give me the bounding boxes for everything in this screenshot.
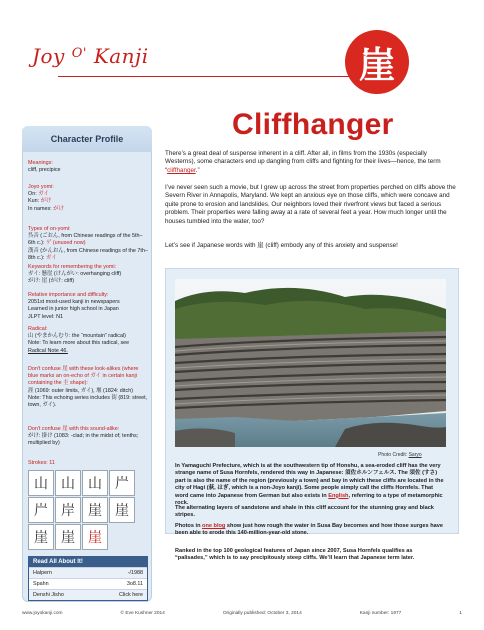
footer-site[interactable]: www.joyokanji.com xyxy=(22,611,63,616)
types-1-value: ゲ (unused now) xyxy=(45,240,86,247)
stroke-order-grid xyxy=(28,470,146,551)
logo-main: Joy xyxy=(32,44,65,68)
photo-credit xyxy=(378,452,422,458)
stroke-box: 崖 xyxy=(109,497,135,523)
radical-1: 山 (やまかんむり: the “mountain” radical) xyxy=(28,333,126,340)
english-link[interactable]: English xyxy=(328,492,349,499)
denshi-jisho-link[interactable]: Click here xyxy=(119,592,143,598)
caption-3b: show just how rough the water in Susa Bay becomes and how those surges have been able to erode this 140-million-year-old stone. xyxy=(175,523,443,537)
reference-row xyxy=(29,567,147,578)
importance-section xyxy=(28,292,148,321)
meanings-section xyxy=(28,160,148,174)
lookalike-label: Don't confuse 崖 with these look-alikes (where blue marks an on-echo of ガイ in certain kanji containing the 圭 shape): xyxy=(28,366,139,387)
types-section xyxy=(28,226,148,262)
reference-row xyxy=(29,589,147,600)
radical-section xyxy=(28,326,148,355)
credit-link[interactable]: Saryo xyxy=(408,452,422,458)
importance-1: 2051st most-used kanji in newspapers xyxy=(28,299,120,306)
names-label: In names: xyxy=(28,205,52,212)
types-1: 呉音 (ごおん, from Chinese readings of the 5th–6th c.): xyxy=(28,233,143,247)
logo-o: O' xyxy=(71,46,87,61)
reference-row xyxy=(29,578,147,589)
stroke-box: 崖 xyxy=(55,524,81,550)
meanings-value: cliff, precipice xyxy=(28,167,61,174)
on-value: ガイ xyxy=(38,191,49,198)
soundalike-section xyxy=(28,426,148,448)
keywords-label: Keywords for remembering the yomi: xyxy=(28,264,117,270)
reference-name: Halpern xyxy=(33,570,52,576)
importance-label: Relative importance and difficulty: xyxy=(28,292,109,298)
stroke-box-final: 崖 xyxy=(82,524,108,550)
page-title: Cliffhanger xyxy=(232,108,394,141)
caption-paragraph-3 xyxy=(175,523,446,538)
cliff-photo xyxy=(175,279,446,447)
one-blog-link[interactable]: one blog xyxy=(202,523,226,529)
reference-value: 3o8.11 xyxy=(126,581,143,587)
meanings-label: Meanings: xyxy=(28,160,53,166)
stroke-box: 山 xyxy=(28,470,54,496)
caption-3a: Photos in xyxy=(175,523,201,529)
radical-2: Note: To learn more about this radical, see xyxy=(28,340,130,347)
intro-end: .” xyxy=(195,166,200,174)
lookalike-2: Note: This echoing series includes 街 (819: street, town, ガイ). xyxy=(28,394,148,409)
caption-paragraph-1 xyxy=(175,463,446,507)
reference-name: Denshi Jisho xyxy=(33,592,64,598)
intro-paragraph xyxy=(165,150,457,175)
stroke-box: 崖 xyxy=(82,497,108,523)
caption-1-text: In Yamaguchi Prefecture, which is at the southwestern tip of Honshu, a sea-eroded cliff has the very strange name of Susa Hornfels, rendered this way in Japanese: 須佐ホルンフェルス. The 須佐 (すさ) part is also the name of the region (previously a town) and bay in which these cliffs are located in the city of Hagi (萩, はぎ, which is a non-Joyo kanji). Some people simply call the cliffs Hornfels. That word came into Japanese from German but also exists in xyxy=(175,463,444,499)
stroke-box: 岸 xyxy=(55,497,81,523)
cliffhanger-link[interactable]: cliffhanger xyxy=(167,166,196,174)
soundalike-1: がけ: 掛け (1083: -clad; in the midst of; tenths; multiplied by) xyxy=(28,433,139,447)
logo xyxy=(32,44,149,68)
caption-paragraph-2: The alternating layers of sandstone and shale in this cliff account for the stunning gray and black stripes. xyxy=(175,505,434,519)
page-footer xyxy=(22,611,462,616)
reference-value: -/1988 xyxy=(127,570,143,576)
types-2-value: ガイ xyxy=(45,254,57,261)
stroke-box: 屵 xyxy=(109,470,135,496)
intro-text: There’s a great deal of suspense inherent in a cliff. After all, in films from the 1930s (especially Westerns), some characters end up dangling from cliffs and fighting for their lives—hence, the term “ xyxy=(165,150,441,174)
footer-page-number: 1 xyxy=(459,611,462,616)
logo-end: Kanji xyxy=(93,44,149,68)
radical-label: Radical: xyxy=(28,326,48,332)
footer-published: Originally published: October 3, 2014 xyxy=(222,611,302,616)
reference-name: Spahn xyxy=(33,581,49,587)
importance-3: JLPT level: N1 xyxy=(28,313,63,320)
keyword-2: がけ: 崖 (がけ: cliff) xyxy=(28,278,75,285)
stroke-box: 崖 xyxy=(28,524,54,550)
read-all-heading: Read All About It! xyxy=(29,557,147,567)
keyword-1: ガイ: 懸崖 (けんがい: overhanging cliff) xyxy=(28,271,122,278)
strokes-label: Strokes: 11 xyxy=(28,460,55,466)
credit-prefix: Photo Credit: xyxy=(378,452,408,458)
stroke-box: 屵 xyxy=(28,497,54,523)
header-rule xyxy=(58,76,366,77)
lets-see-paragraph: Let’s see if Japanese words with 崖 (cliff) embody any of this anxiety and suspense! xyxy=(165,242,398,249)
stroke-box: 山 xyxy=(82,470,108,496)
footer-copyright: © Eve Kushner 2014 xyxy=(120,611,165,616)
footer-kanji-number: Kanji number: 1977 xyxy=(359,611,402,616)
types-label: Types of on-yomi: xyxy=(28,226,71,232)
read-all-about-it-table xyxy=(28,556,148,601)
kanji-badge xyxy=(345,30,409,94)
types-2: 漢音 (かんおん, from Chinese readings of the 7th–8th c.): xyxy=(28,247,148,261)
radical-note-link[interactable]: Radical Note 46. xyxy=(28,347,68,354)
severn-paragraph: I’ve never seen such a movie, but I grew up across the street from properties perched on cliffs above the Severn River in Annapolis, Maryland. We kept an anxious eye on those cliffs, which were concave and quite prone to erosion and landslides. Our neighbors loved their riverfront views but faced a serious problem. Their properties were falling away at a rate of several feet a year. How much longer until the houses tumbled into the water, too? xyxy=(165,184,456,225)
cliff-illustration xyxy=(175,279,446,447)
kun-label: Kun: xyxy=(28,198,40,205)
keywords-section xyxy=(28,264,148,286)
character-profile-heading: Character Profile xyxy=(22,126,152,152)
kun-value: がけ xyxy=(40,198,52,205)
joyo-label: Joyo yomi: xyxy=(28,184,54,190)
caption-1-end: , referring to a type of metamorphic rock. xyxy=(175,492,443,507)
lookalike-section xyxy=(28,366,148,409)
lookalike-1: 涯 (1069: outer limits, ガイ), 堰 (1824: ditch) xyxy=(28,387,133,394)
names-value: がけ xyxy=(53,205,64,212)
importance-2: Learned in junior high school in Japan xyxy=(28,306,119,313)
on-label: On: xyxy=(28,191,37,198)
kanji-character: 崖 xyxy=(358,44,395,86)
joyo-yomi-section xyxy=(28,184,148,213)
stroke-box: 山 xyxy=(55,470,81,496)
caption-paragraph-4: Ranked in the top 100 geological features of Japan since 2007, Susa Hornfels qualifies as “palisades,” which is to say precipitously steep cliffs. We’ll learn that Japanese term later. xyxy=(175,548,415,562)
strokes-label-wrap xyxy=(28,460,148,467)
soundalike-label: Don't confuse 崖 with this sound-alike: xyxy=(28,426,120,432)
